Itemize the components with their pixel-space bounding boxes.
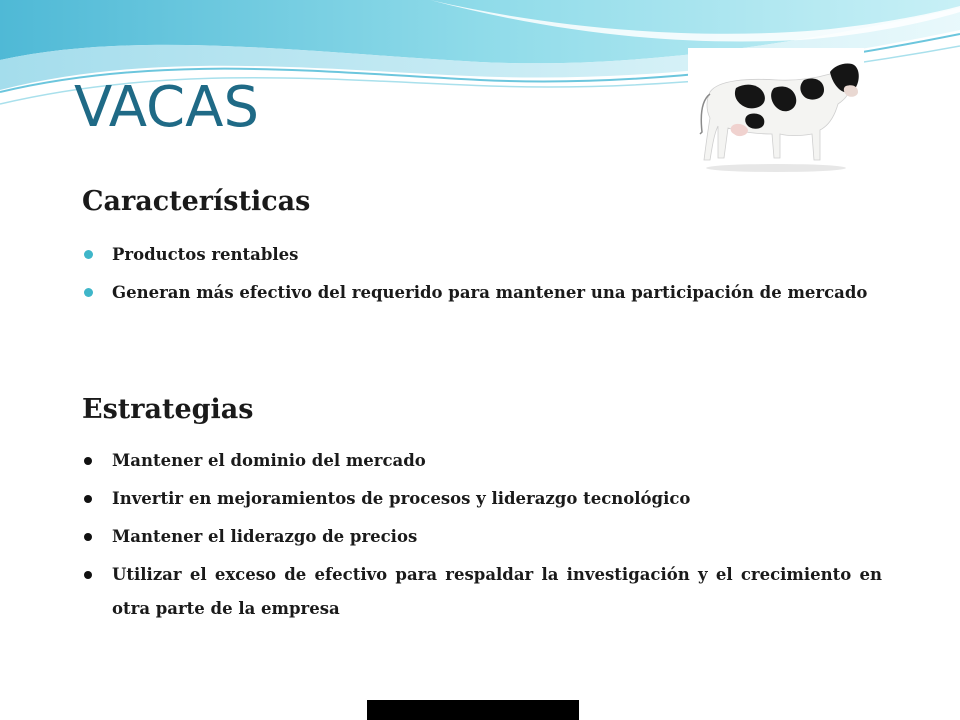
list-item xyxy=(82,482,882,516)
list-item-text: Productos rentables xyxy=(112,245,299,264)
list-item-text: Mantener el dominio del mercado xyxy=(112,451,426,470)
footer-black-bar xyxy=(367,700,579,720)
bullet-dot-icon xyxy=(84,250,93,259)
cow-shadow xyxy=(706,164,846,172)
list-item-text: Generan más efectivo del requerido para mantener una participación de mercado xyxy=(112,283,868,302)
list-item xyxy=(82,238,882,272)
cow-image xyxy=(688,48,864,176)
section-heading-estrategias: Estrategias xyxy=(82,394,254,425)
list-item-text: Invertir en mejoramientos de procesos y liderazgo tecnológico xyxy=(112,489,691,508)
bullet-dot-icon xyxy=(84,571,92,579)
slide-title: VACAS xyxy=(74,75,260,140)
estrategias-list xyxy=(82,444,882,630)
list-item xyxy=(82,520,882,554)
caracteristicas-list xyxy=(82,238,882,314)
list-item-text: Utilizar el exceso de efectivo para respaldar la investigación y el crecimiento en otra parte de la empresa xyxy=(112,565,882,618)
bullet-dot-icon xyxy=(84,533,92,541)
list-item-text: Mantener el liderazgo de precios xyxy=(112,527,418,546)
bullet-dot-icon xyxy=(84,495,92,503)
bullet-dot-icon xyxy=(84,288,93,297)
section-heading-caracteristicas: Características xyxy=(82,186,311,217)
list-item xyxy=(82,558,882,626)
bullet-dot-icon xyxy=(84,457,92,465)
list-item xyxy=(82,276,882,310)
list-item xyxy=(82,444,882,478)
